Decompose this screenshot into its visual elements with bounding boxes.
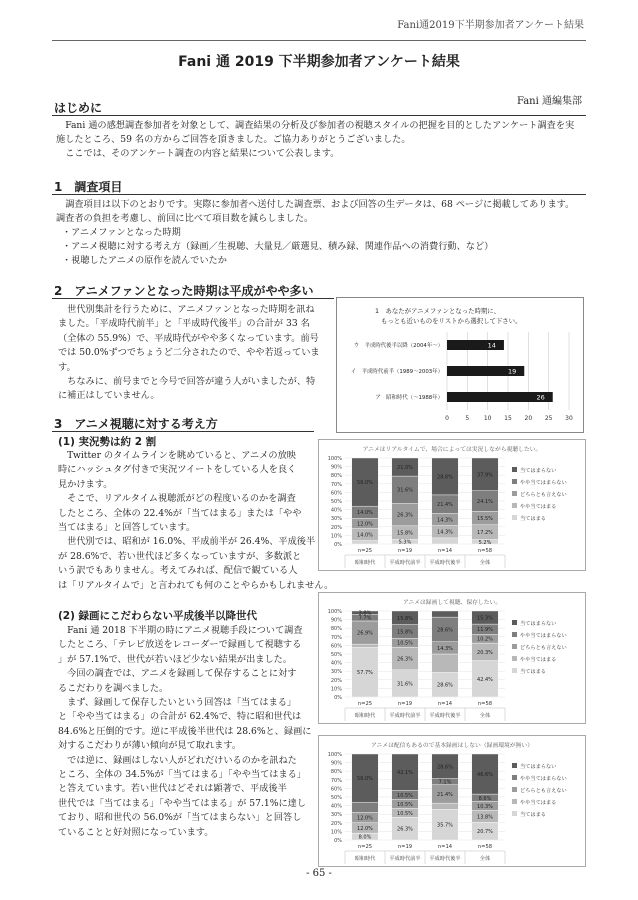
chart-title-line-1: 1 あなたがアニメファンとなった時期に、 [375,307,501,315]
y-tick-label: 10% [330,829,342,836]
sub2-line: 84.6%と圧倒的です。逆に平成後半世代は 28.6%と、録画に [58,725,312,737]
section-2-paragraph [58,303,330,404]
segment-label: 14.3% [437,517,453,524]
chart-title: アニメは配信もあるので基本録画はしない（録画環境が無い） [370,743,534,749]
sub1-line: そこで、リアルタイム視聴派がどの程度いるのかを調査 [58,493,296,505]
sec2-line: では 50.0%ずつでちょうど二分されたので、やや若返っていま [58,347,320,359]
segment-label: 8.6% [478,795,492,802]
legend-swatch [512,799,517,804]
category-label: イ 平成時代前半（1989～2003年） [350,369,443,376]
y-tick-label: 80% [330,473,342,480]
segment-label: 14.3% [437,529,453,536]
y-tick-label: 100% [327,456,342,462]
sub2-line: ところ、全体の 34.5%が「当てはまる」「やや当てはまる」 [58,769,307,781]
segment-label: 8.0% [358,834,372,841]
legend-label: やや当てはまる [520,800,557,806]
legend-swatch [512,775,517,780]
segment-label: 35.7% [437,822,453,829]
sec2-line: に補正はしていません。 [58,390,160,402]
sub1-line: 世代別では、昭和が 16.0%、平成前半が 26.4%、平成後半 [58,536,316,548]
fan-period-chart [337,298,583,432]
sub2-line: 世代では「当てはまる」「やや当てはまる」が 57.1%に達し [58,797,307,809]
stacked-segment [352,802,378,812]
x-tick-label: 10 [483,415,492,422]
bar-value-label: 26 [536,393,545,402]
section-3-heading: 3 アニメ視聴に対する考え方 [54,417,218,431]
y-tick-label: 50% [330,652,342,658]
legend-label: どちらとも言えない [520,788,567,794]
sec1-line-2: 調査者の負担を考慮し、前回に比べて項目数を減らしました。 [56,213,314,224]
segment-label: 28.6% [437,474,453,481]
n-label: n=14 [437,548,453,554]
y-tick-label: 20% [330,820,342,827]
y-tick-label: 80% [330,626,342,633]
bar-value-label: 14 [487,341,496,350]
segment-label: 37.9% [477,472,493,479]
segment-label: 28.6% [437,764,453,771]
legend-swatch [512,632,517,637]
n-label: n=58 [477,548,493,554]
y-tick-label: 60% [330,786,342,793]
sub1-line: Twitter のタイムラインを眺めていると、アニメの放映 [58,450,296,461]
sub2-line: 対するこだわりが薄い傾向が見て取れます。 [58,740,242,752]
sub2-line: まず、録画して保存したいという回答は「当てはまる」 [58,697,297,709]
intro-heading: はじめに [54,101,103,115]
segment-label: 10.5% [397,640,413,647]
survey-item: ・アニメ視聴に対する考え方（録画／生視聴、大量見／厳選見、積み録、関連作品への消費行動、など） [62,241,494,252]
sec2-line: 世代別集計を行うために、アニメファンとなった時期を訊ね [58,304,315,315]
sub2-line: るこだわりを調べました。 [58,682,169,694]
survey-item: ・視聴したアニメの原作を読んでいたか [62,255,227,266]
sub1-line: 当てはまる」と回答しています。 [58,522,196,534]
y-tick-label: 60% [330,643,342,650]
intro-line-2: 施したところ、59 名の方からご回答を頂きました。ご協力ありがとうございました。 [56,134,411,145]
category-label: 平成時代後半 [429,713,461,719]
segment-label: 15.3% [477,615,493,622]
segment-label: 56.0% [357,480,373,487]
sub1-line: は「リアルタイムで」と言われても何のことやらかもしれません。 [58,579,334,591]
segment-label: 21.0% [397,465,413,472]
y-tick-label: 40% [330,660,342,667]
chart-title-line-2: もっとも近いものをリストから選択して下さい。 [381,317,522,325]
y-tick-label: 100% [327,752,342,758]
segment-label: 31.6% [397,681,413,688]
stacked-segment [352,644,378,647]
realtime-viewing-chart [319,440,585,570]
y-tick-label: 30% [330,516,342,523]
y-tick-label: 0% [334,695,342,701]
segment-label: 31.6% [397,487,413,494]
y-tick-label: 90% [330,617,342,624]
legend-label: やや当てはまらない [520,776,567,782]
section-1-heading: 1 調査項目 [54,180,123,194]
n-label: n=14 [437,844,453,850]
category-label: 昭和時代 [354,560,376,566]
intro-heading-rule [52,115,586,116]
segment-label: 21.4% [437,502,453,509]
segment-label: 46.6% [477,772,493,779]
subsection-2-paragraph [58,624,316,840]
segment-label: 56.0% [357,776,373,783]
sec2-line: （全体の 55.9%）で、平成時代がやや多くなっています。前号 [58,332,319,344]
y-tick-label: 20% [330,677,342,684]
legend-swatch [512,491,517,496]
segment-label: 11.9% [477,627,493,634]
stacked-segment [432,611,458,617]
x-tick-label: 20 [524,415,533,422]
chart-title: アニメはリアルタイムで、場合によっては実況しながら視聴したい。 [362,447,542,453]
y-tick-label: 90% [330,464,342,471]
page-title: Fani 通 2019 下半期参加者アンケート結果 [178,54,460,70]
legend-swatch [512,479,517,484]
legend-swatch [512,811,517,816]
n-label: n=58 [477,701,493,707]
section-3-rule [52,431,314,432]
y-tick-label: 0% [334,542,342,548]
segment-label: 5.3% [398,539,412,546]
segment-label: 14.0% [357,510,373,517]
segment-label: 10.2% [477,636,493,643]
category-label: ウ 平成時代後半以降（2004年～） [353,343,443,350]
category-label: 平成時代後半 [429,560,461,566]
y-tick-label: 70% [330,481,342,488]
category-label: 全体 [479,856,491,862]
no-recording-chart [319,736,585,866]
realtime-chart-frame [318,439,586,571]
segment-label: 57.7% [357,670,373,677]
sub2-line: と「やや当てはまる」の合計が 62.4%で、特に昭和世代は [58,711,302,723]
intro-paragraph [56,119,584,161]
segment-label: 20.7% [477,829,493,836]
y-tick-label: 30% [330,669,342,676]
y-tick-label: 90% [330,760,342,767]
section-1-paragraph [56,198,584,226]
n-label: n=25 [357,701,373,707]
running-head: Fani通2019下半期参加者アンケート結果 [397,20,584,31]
intro-line-3: ここでは、そのアンケート調査の内容と結果について公表します。 [65,148,340,159]
legend-label: 当てはまらない [520,468,557,474]
sub2-line: では逆に、録画はしない人がどれだけいるのかを訊ねた [58,754,297,766]
n-label: n=19 [397,844,413,850]
sub1-line: 時にハッシュタグ付きで実況ツイートをしている人を良く [58,464,297,476]
y-tick-label: 80% [330,769,342,776]
legend-label: やや当てはまる [520,657,557,663]
segment-label: 15.5% [477,516,493,523]
chart-title: アニメは録画して視聴、保存したい。 [402,600,502,606]
segment-label: 17.2% [477,530,493,537]
no-recording-chart-frame [318,735,586,867]
bar-value-label: 19 [507,367,517,376]
x-tick-label: 5 [465,415,470,422]
sub2-line: Fani 通 2018 下半期の時にアニメ視聴手段について調査 [58,625,303,636]
y-tick-label: 70% [330,634,342,641]
segment-label: 5.2% [478,539,492,546]
y-tick-label: 40% [330,803,342,810]
segment-label: 10.5% [397,810,413,817]
legend-label: 当てはまらない [520,764,557,770]
legend-label: 当てはまる [520,669,546,675]
legend-swatch [512,644,517,649]
segment-label: 15.8% [397,530,413,537]
category-label: 平成時代前半 [389,560,421,566]
y-tick-label: 30% [330,812,342,819]
segment-label: 20.3% [477,649,493,656]
segment-label: 10.3% [477,803,493,810]
y-tick-label: 50% [330,499,342,505]
legend-swatch [512,787,517,792]
legend-label: 当てはまる [520,516,546,522]
category-label: 全体 [479,713,491,719]
intro-line-1: Fani 通の感想調査参加者を対象として、調査結果の分析及び参加者の視聴スタイルの把握を目的としたアンケート調査を実 [65,120,575,131]
category-label: 平成時代後半 [429,856,461,862]
segment-label: 12.0% [357,825,373,832]
stacked-segment [432,538,458,544]
legend-label: 当てはまる [520,812,546,818]
sec2-line: す。 [58,361,76,373]
legend-label: やや当てはまらない [520,480,567,486]
fan-period-chart-frame [336,297,584,433]
subsection-1-paragraph [58,449,334,593]
legend-label: 当てはまらない [520,621,557,627]
sub2-line: ており、昭和世代の 56.0%が「当てはまらない」と回答し [58,812,302,824]
n-label: n=25 [357,844,373,850]
legend-swatch [512,620,517,625]
legend-swatch [512,503,517,508]
stacked-segment [432,803,458,809]
sub2-line: と答えています。若い世代はどそれは顕著で、平成後半 [58,783,287,795]
segment-label: 24.1% [477,499,493,506]
y-tick-label: 40% [330,507,342,514]
sub2-line: 今回の調査では、アニメを録画して保存することに対す [58,668,297,680]
stacked-segment [432,654,458,672]
category-label: 昭和時代 [354,856,376,862]
sec2-line: ちなみに、前号までと今号で回答が違う人がいましたが、特 [58,376,316,388]
sub1-line: いう訳でもありません。考えてみれば、配信で観ている人 [58,565,298,577]
y-tick-label: 20% [330,524,342,531]
y-tick-label: 60% [330,490,342,497]
segment-label: 3.8% [358,610,372,617]
sub2-line: 」が 57.1%で、世代が若いほど少ない結果が出ました。 [58,653,293,665]
segment-label: 26.9% [357,630,373,637]
segment-label: 12.0% [357,521,373,528]
segment-label: 42.4% [477,676,493,683]
x-tick-label: 0 [445,415,449,422]
subsection-2-heading: (2) 録画にこだわらない平成後半以降世代 [58,610,258,622]
category-label: ア 昭和時代（～1988年） [375,395,443,402]
segment-label: 26.3% [397,656,413,663]
y-tick-label: 0% [334,838,342,844]
page-number: - 65 - [306,868,332,879]
category-label: 平成時代前半 [389,856,421,862]
recording-chart [319,593,585,723]
segment-label: 14.0% [357,532,373,539]
category-label: 全体 [479,560,491,566]
segment-label: 10.5% [397,792,413,799]
survey-item-list [62,226,493,268]
recording-chart-frame [318,592,586,724]
survey-item: ・アニメファンとなった時期 [62,227,181,238]
legend-swatch [512,467,517,472]
y-tick-label: 50% [330,795,342,801]
n-label: n=14 [437,701,453,707]
segment-label: 42.1% [397,770,413,777]
y-tick-label: 100% [327,609,342,615]
header-rule [52,40,586,41]
x-tick-label: 25 [544,415,553,422]
n-label: n=19 [397,548,413,554]
sub1-line: したところ、全体の 22.4%が「当てはまる」または「やや [58,507,302,519]
segment-label: 14.3% [437,645,453,652]
section-2-rule [52,298,334,299]
segment-label: 28.6% [437,627,453,634]
segment-label: 15.8% [397,629,413,636]
stacked-segment [352,541,378,544]
author-line: Fani 通編集部 [516,96,582,107]
sec2-line: ました。「平成時代前半」と「平成時代後半」の合計が 33 名 [58,318,310,330]
subsection-1-heading: (1) 実況勢は約 2 割 [58,436,157,448]
legend-label: どちらとも言えない [520,492,567,498]
legend-swatch [512,656,517,661]
segment-label: 12.0% [357,815,373,822]
section-1-rule [52,194,586,195]
sub1-line: 見かけます。 [58,478,113,490]
n-label: n=25 [357,548,373,554]
n-label: n=19 [397,701,413,707]
legend-label: やや当てはまらない [520,633,567,639]
legend-swatch [512,515,517,520]
legend-label: どちらとも言えない [520,645,567,651]
segment-label: 10.5% [397,801,413,808]
segment-label: 7.7% [358,615,372,622]
legend-label: やや当てはまる [520,504,557,510]
sub2-line: ていることと好対照になっています。 [58,826,214,838]
y-tick-label: 10% [330,686,342,693]
section-2-heading: 2 アニメファンとなった時期は平成がやや多い [54,284,314,298]
segment-label: 7.1% [438,779,452,786]
category-label: 平成時代前半 [389,713,421,719]
sub1-line: が 28.6%で、若い世代ほど多くなっていますが、多数派と [58,550,302,562]
category-label: 昭和時代 [354,713,376,719]
y-tick-label: 10% [330,533,342,540]
sec1-line-1: 調査項目は以下のとおりです。実際に参加者へ送付した調査票、および回答の生データは、68 ページに掲載してあります。 [65,199,575,210]
x-tick-label: 15 [504,415,512,422]
x-tick-label: 30 [565,415,573,422]
segment-label: 28.6% [437,682,453,689]
y-tick-label: 70% [330,777,342,784]
segment-label: 26.3% [397,826,413,833]
legend-swatch [512,668,517,673]
sub2-line: したところ、「テレビ放送をレコーダーで録画して視聴する [58,639,302,651]
segment-label: 13.8% [477,814,493,821]
legend-swatch [512,763,517,768]
segment-label: 21.4% [437,791,453,798]
segment-label: 26.3% [397,512,413,519]
n-label: n=58 [477,844,493,850]
segment-label: 15.8% [397,615,413,622]
